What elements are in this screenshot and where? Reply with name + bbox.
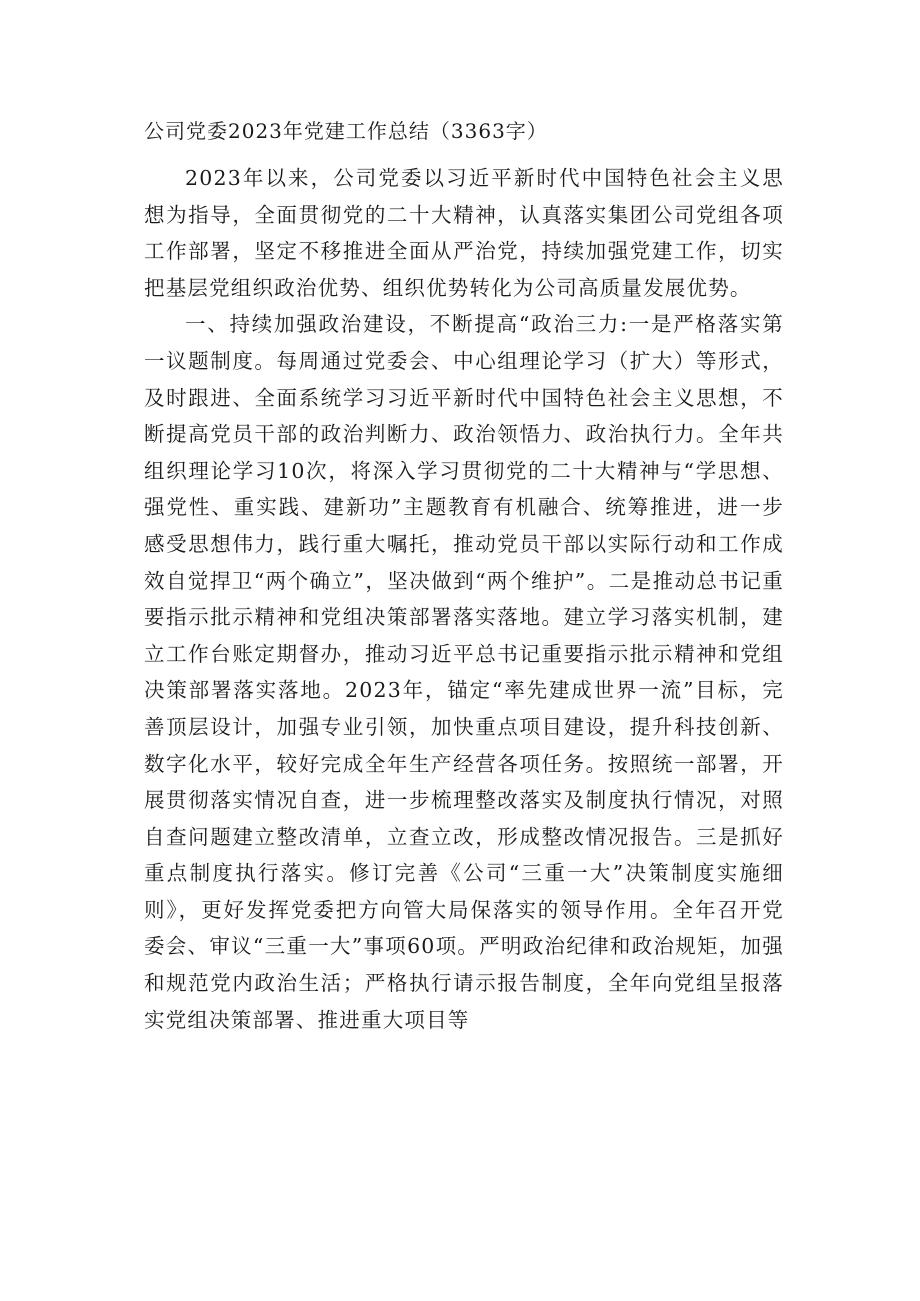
section-one-paragraph: 一、持续加强政治建设，不断提高“政治三力:一是严格落实第一议题制度。每周通过党委会、中心组理论学习（扩大）等形式，及时跟进、全面系统学习习近平新时代中国特色社会主义思想，不断提高党员干部的政治判断力、政治领悟力、政治执行力。全年共组织理论学习10次，将深入学习贯彻党的二十大精神与“学思想、强党性、重实践、建新功”主题教育有机融合、统筹推进，进一步感受思想伟力，践行重大嘱托，推动党员干部以实际行动和工作成效自觉捍卫“两个确立”，坚决做到“两个维护”。二是推动总书记重要指示批示精神和党组决策部署落实落地。建立学习落实机制，建立工作台账定期督办，推动习近平总书记重要指示批示精神和党组决策部署落实落地。2023年，锚定“率先建成世界一流”目标，完善顶层设计，加强专业引领，加快重点项目建设，提升科技创新、数字化水平，较好完成全年生产经营各项任务。按照统一部署，开展贯彻落实情况自查，进一步梳理整改落实及制度执行情况，对照自查问题建立整改清单，立查立改，形成整改情况报告。三是抓好重点制度执行落实。修订完善《公司“三重一大”决策制度实施细则》，更好发挥党委把方向管大局保落实的领导作用。全年召开党委会、审议“三重一大”事项60项。严明政治纪律和政治规矩，加强和规范党内政治生活；严格执行请示报告制度，全年向党组呈报落实党组决策部署、推进重大项目等 — [144, 312, 784, 1032]
document-title: 公司党委2023年党建工作总结（3363字） — [144, 119, 548, 143]
document-body — [144, 114, 784, 1038]
intro-paragraph: 2023年以来，公司党委以习近平新时代中国特色社会主义思想为指导，全面贯彻党的二十大精神，认真落实集团公司党组各项工作部署，坚定不移推进全面从严治党，持续加强党建工作，切实把基层党组织政治优势、组织优势转化为公司高质量发展优势。 — [144, 166, 784, 300]
